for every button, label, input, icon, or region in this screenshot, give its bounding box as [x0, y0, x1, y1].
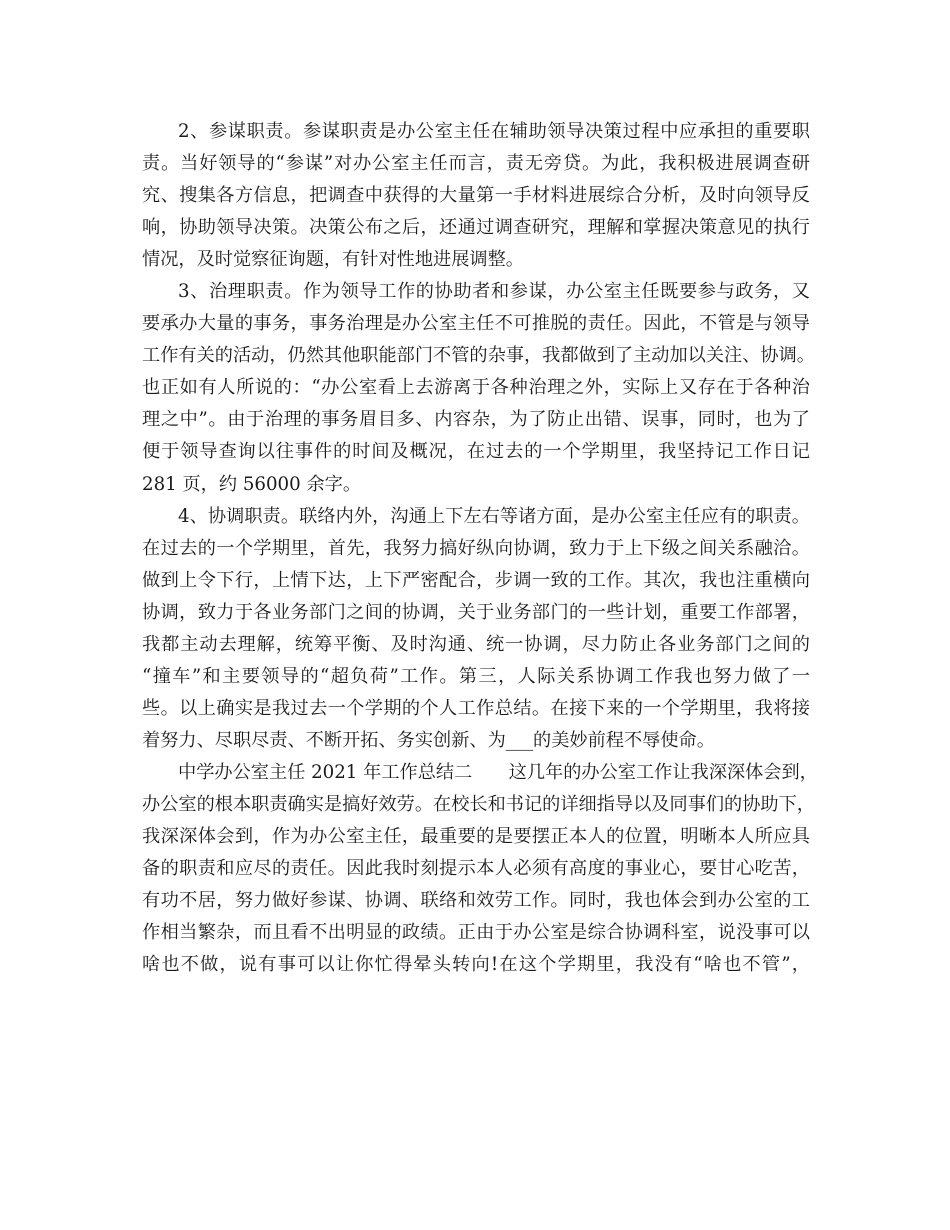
text-line: 响，协助领导决策。决策公布之后，还通过调查研究，理解和掌握决策意见的执行 [142, 217, 810, 239]
text-line: 我深深体会到，作为办公室主任，最重要的是要摆正本人的位置，明晰本人所应具 [142, 826, 810, 848]
text-line: 也正如有人所说的：“办公室看上去游离于各种治理之外，实际上又存在于各种治 [142, 377, 810, 399]
text-line: 2、参谋职责。参谋职责是办公室主任在辅助领导决策过程中应承担的重要职 [178, 121, 810, 142]
text-line: 中学办公室主任 2021 年工作总结二 这几年的办公室工作让我深深体会到， [178, 761, 818, 783]
text-line: 情况，及时觉察征询题，有针对性地进展调整。 [142, 249, 524, 271]
text-line: 在过去的一个学期里，首先，我努力搞好纵向协调，致力于上下级之间关系融洽。 [142, 537, 810, 559]
text-line: 作相当繁杂，而且看不出明显的政绩。正由于办公室是综合协调科室，说没事可以 [142, 922, 810, 944]
text-line: 啥也不做，说有事可以让你忙得晕头转向!在这个学期里，我没有“啥也不管”， [142, 954, 810, 976]
text-line: 我都主动去理解，统筹平衡、及时沟通、统一协调，尽力防止各业务部门之间的 [142, 633, 810, 655]
text-line: 4、协调职责。联络内外，沟通上下左右等诸方面，是办公室主任应有的职责。 [178, 505, 810, 527]
text-line: “撞车”和主要领导的“超负荷”工作。第三，人际关系协调工作我也努力做了一 [142, 665, 810, 687]
text-line: 责。当好领导的“参谋”对办公室主任而言，责无旁贷。为此，我积极进展调查研 [142, 153, 810, 175]
text-line: 工作有关的活动，仍然其他职能部门不管的杂事，我都做到了主动加以关注、协调。 [142, 345, 815, 367]
text-line: 些。以上确实是我过去一个学期的个人工作总结。在接下来的一个学期里，我将接 [142, 697, 810, 719]
text-line: 要承办大量的事务，事务治理是办公室主任不可推脱的责任。因此，不管是与领导 [142, 313, 810, 335]
text-line: 281 页，约 56000 余字。 [142, 473, 362, 495]
text-line: 做到上令下行，上情下达，上下严密配合，步调一致的工作。其次，我也注重横向 [142, 569, 810, 591]
document-body [142, 116, 818, 981]
text-line: 有功不居，努力做好参谋、协调、联络和效劳工作。同时，我也体会到办公室的工 [142, 890, 810, 912]
text-line: 备的职责和应尽的责任。因此我时刻提示本人必须有高度的事业心，要甘心吃苦， [142, 858, 810, 880]
text-line: 理之中”。由于治理的事务眉目多、内容杂，为了防止出错、误事，同时，也为了 [142, 409, 810, 431]
text-line: 3、治理职责。作为领导工作的协助者和参谋，办公室主任既要参与政务，又 [178, 281, 810, 303]
text-line: 便于领导查询以往事件的时间及概况，在过去的一个学期里，我坚持记工作日记 [142, 441, 810, 463]
text-line: 着努力、尽职尽责、不断开拓、务实创新、为___的美妙前程不辱使命。 [142, 729, 715, 751]
text-line: 办公室的根本职责确实是搞好效劳。在校长和书记的详细指导以及同事们的协助下， [142, 793, 815, 815]
text-line: 协调，致力于各业务部门之间的协调，关于业务部门的一些计划，重要工作部署， [142, 601, 810, 623]
text-line: 究、搜集各方信息，把调查中获得的大量第一手材料进展综合分析，及时向领导反 [142, 185, 810, 207]
